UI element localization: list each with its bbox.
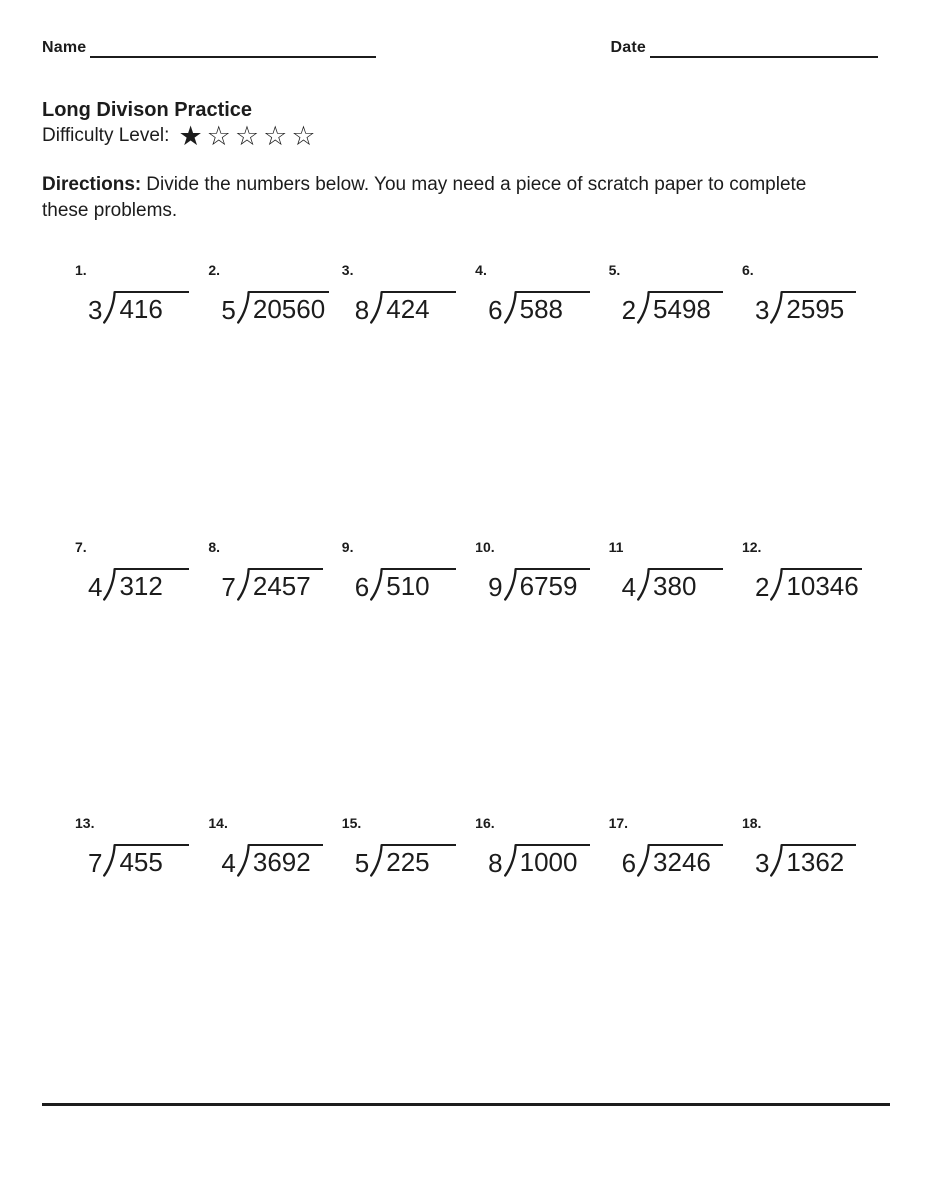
problem-expression <box>88 844 195 878</box>
problem-expression <box>488 291 595 325</box>
name-blank-line <box>90 36 376 58</box>
problem-expression <box>88 568 195 602</box>
divisor: 8 <box>354 294 370 325</box>
star-empty-icon: ☆ <box>291 121 320 152</box>
problem-expression <box>755 844 862 878</box>
dividend: 1362 <box>782 844 856 877</box>
divisor: 6 <box>621 847 637 878</box>
divisor: 9 <box>488 571 503 602</box>
dividend: 510 <box>382 568 456 601</box>
divisor: 7 <box>88 847 103 878</box>
division-problem <box>62 815 195 878</box>
division-problem <box>462 539 595 602</box>
problem-number: 7. <box>75 539 87 555</box>
division-problem <box>195 539 328 602</box>
page-title: Long Divison Practice <box>42 99 253 121</box>
division-problem <box>329 815 462 878</box>
problem-number: 4. <box>475 262 487 278</box>
problem-expression <box>221 568 328 602</box>
date-blank-line <box>650 36 878 58</box>
problem-expression <box>755 568 862 602</box>
problem-number: 8. <box>208 539 221 555</box>
problem-number: 3. <box>341 262 354 278</box>
division-problem <box>729 262 862 325</box>
divisor: 3 <box>88 294 103 325</box>
problem-number: 12. <box>741 539 762 555</box>
dividend: 455 <box>115 844 189 877</box>
name-field <box>42 36 376 58</box>
division-problem <box>62 539 195 602</box>
divisor: 6 <box>354 571 370 602</box>
dividend: 380 <box>649 568 723 601</box>
problem-expression <box>88 291 195 325</box>
divisor: 4 <box>221 847 236 878</box>
problem-expression <box>622 844 729 878</box>
date-label: Date <box>610 39 646 56</box>
division-problem <box>62 262 195 325</box>
dividend: 1000 <box>516 844 590 877</box>
star-filled-icon: ★ <box>178 121 207 152</box>
problem-expression <box>488 844 595 878</box>
problem-expression <box>755 291 862 325</box>
dividend: 6759 <box>516 568 590 601</box>
problem-number: 10. <box>475 539 495 555</box>
star-empty-icon: ☆ <box>234 121 264 152</box>
problem-expression <box>221 844 328 878</box>
problems-row-1 <box>62 262 902 325</box>
problem-number: 17. <box>608 815 629 831</box>
problems-row-2 <box>62 539 902 602</box>
division-problem <box>596 262 729 325</box>
bottom-rule <box>42 1103 890 1106</box>
problem-expression <box>355 844 462 878</box>
problem-number: 15. <box>341 815 362 831</box>
problem-number: 14. <box>208 815 228 831</box>
dividend: 3692 <box>249 844 323 877</box>
problem-expression <box>221 291 328 325</box>
divisor: 5 <box>354 847 370 878</box>
problem-expression <box>355 291 462 325</box>
directions <box>42 172 812 224</box>
problem-expression <box>488 568 595 602</box>
problem-number: 5. <box>608 262 621 278</box>
date-field <box>611 36 878 58</box>
problem-expression <box>622 568 729 602</box>
dividend: 2457 <box>249 568 323 601</box>
division-problem <box>329 539 462 602</box>
dividend: 225 <box>382 844 456 877</box>
division-problem <box>729 815 862 878</box>
dividend: 5498 <box>649 291 723 324</box>
star-empty-icon: ☆ <box>263 121 292 152</box>
problem-number: 2. <box>208 262 221 278</box>
divisor: 4 <box>88 571 103 602</box>
divisor: 3 <box>754 294 770 325</box>
dividend: 424 <box>382 291 456 324</box>
directions-text: Divide the numbers below. You may need a piece of scratch paper to complete these problems. <box>42 174 807 221</box>
divisor: 3 <box>754 847 770 878</box>
divisor: 7 <box>221 571 236 602</box>
problem-number: 6. <box>741 262 754 278</box>
division-problem <box>195 815 328 878</box>
divisor: 2 <box>621 294 637 325</box>
division-problem <box>729 539 862 602</box>
problem-number: 11 <box>608 539 624 555</box>
problem-number: 13. <box>75 815 95 831</box>
header-row <box>42 36 878 58</box>
star-empty-icon: ☆ <box>206 121 235 152</box>
problem-number: 18. <box>741 815 762 831</box>
division-problem <box>195 262 328 325</box>
problems-row-3 <box>62 815 902 878</box>
problem-expression <box>622 291 729 325</box>
division-problem <box>596 815 729 878</box>
divisor: 8 <box>488 847 503 878</box>
dividend: 588 <box>516 291 590 324</box>
directions-label: Directions: <box>42 174 142 195</box>
dividend: 20560 <box>249 291 329 324</box>
problem-number: 16. <box>475 815 495 831</box>
division-problem <box>462 262 595 325</box>
difficulty-row <box>42 122 320 150</box>
divisor: 6 <box>488 294 503 325</box>
divisor: 2 <box>754 571 770 602</box>
problem-number: 1. <box>75 262 87 278</box>
dividend: 312 <box>115 568 189 601</box>
divisor: 5 <box>221 294 236 325</box>
name-label: Name <box>42 39 87 56</box>
dividend: 10346 <box>782 568 862 601</box>
difficulty-stars <box>178 123 319 151</box>
division-problem <box>329 262 462 325</box>
problem-number: 9. <box>341 539 354 555</box>
dividend: 2595 <box>782 291 856 324</box>
problem-expression <box>355 568 462 602</box>
divisor: 4 <box>621 571 637 602</box>
division-problem <box>596 539 729 602</box>
dividend: 3246 <box>649 844 723 877</box>
dividend: 416 <box>115 291 189 324</box>
division-problem <box>462 815 595 878</box>
difficulty-label: Difficulty Level: <box>42 125 170 146</box>
